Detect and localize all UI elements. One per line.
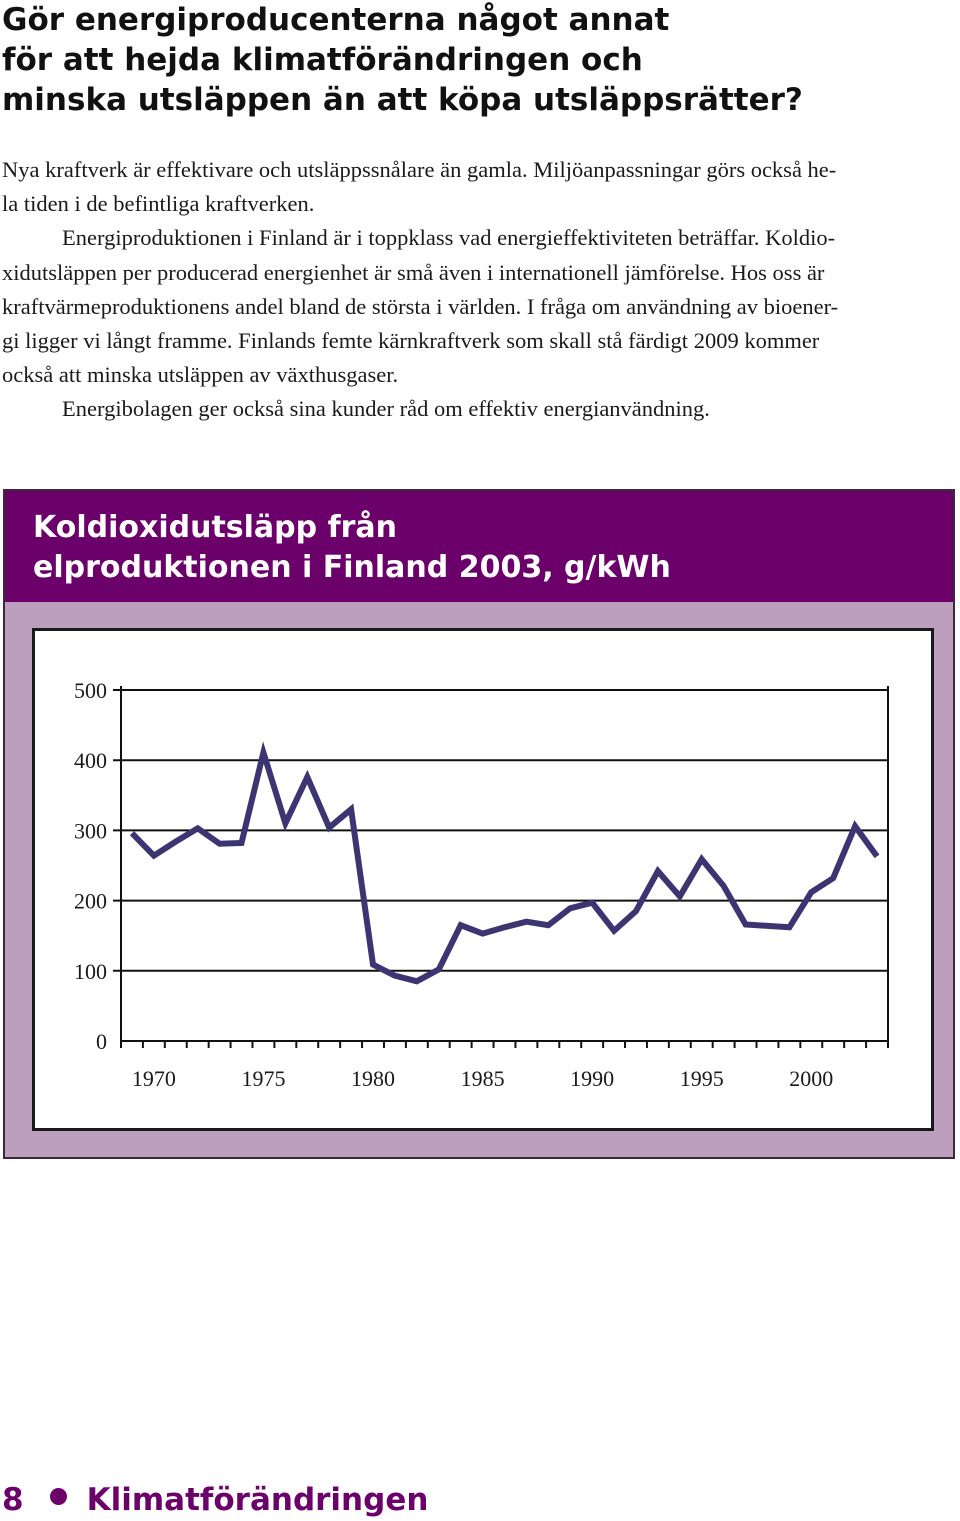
page-heading <box>2 0 942 120</box>
text-line: också att minska utsläppen av växthusgaser. <box>2 358 954 392</box>
body-text <box>2 153 954 427</box>
page-footer <box>2 1479 428 1521</box>
chart-box-header <box>5 491 953 602</box>
paragraph-1 <box>2 153 954 221</box>
page-number: 8 <box>2 1482 24 1518</box>
series-line <box>132 753 877 982</box>
line-chart <box>35 631 931 1128</box>
section-name: Klimatförändringen <box>87 1482 429 1518</box>
y-tick-label: 300 <box>74 818 107 843</box>
paragraph-2 <box>2 221 954 392</box>
y-tick-label: 100 <box>74 959 107 984</box>
y-tick-label: 500 <box>74 678 107 703</box>
y-tick-label: 200 <box>74 889 107 914</box>
plot-area <box>32 628 934 1131</box>
text-line: kraftvärmeproduktionens andel bland de största i världen. I fråga om användning av bioener- <box>2 290 954 324</box>
text-line: Energibolagen ger också sina kunder råd om effektiv energianvändning. <box>2 392 954 426</box>
x-tick-label: 1975 <box>241 1066 285 1091</box>
x-tick-label: 1990 <box>570 1066 614 1091</box>
x-tick-label: 1970 <box>132 1066 176 1091</box>
text-line: Energiproduktionen i Finland är i toppklass vad energieffektiviteten beträffar. Koldio- <box>2 221 954 255</box>
chart-title-line: Koldioxidutsläpp från <box>33 508 671 548</box>
heading-line: minska utsläppen än att köpa utsläppsrätter? <box>2 80 942 120</box>
heading-line: Gör energiproducenterna något annat <box>2 0 942 40</box>
paragraph-3 <box>2 392 954 426</box>
heading-line: för att hejda klimatförändringen och <box>2 40 942 80</box>
chart-title-line: elproduktionen i Finland 2003, g/kWh <box>33 548 671 588</box>
text-line: Nya kraftverk är effektivare och utsläppssnålare än gamla. Miljöanpassningar görs också he- <box>2 153 954 187</box>
y-tick-label: 400 <box>74 748 107 773</box>
x-tick-label: 1980 <box>351 1066 395 1091</box>
x-tick-label: 1985 <box>461 1066 505 1091</box>
text-line: xidutsläppen per producerad energienhet är små även i internationell jämförelse. Hos oss är <box>2 256 954 290</box>
x-tick-label: 2000 <box>789 1066 833 1091</box>
chart-box <box>3 489 955 1159</box>
text-line: la tiden i de befintliga kraftverken. <box>2 187 954 221</box>
x-tick-label: 1995 <box>680 1066 724 1091</box>
y-tick-label: 0 <box>96 1029 107 1054</box>
bullet-dot-icon <box>50 1488 67 1505</box>
text-line: gi ligger vi långt framme. Finlands femte kärnkraftverk som skall stå färdigt 2009 kommer <box>2 324 954 358</box>
chart-title <box>33 508 671 588</box>
